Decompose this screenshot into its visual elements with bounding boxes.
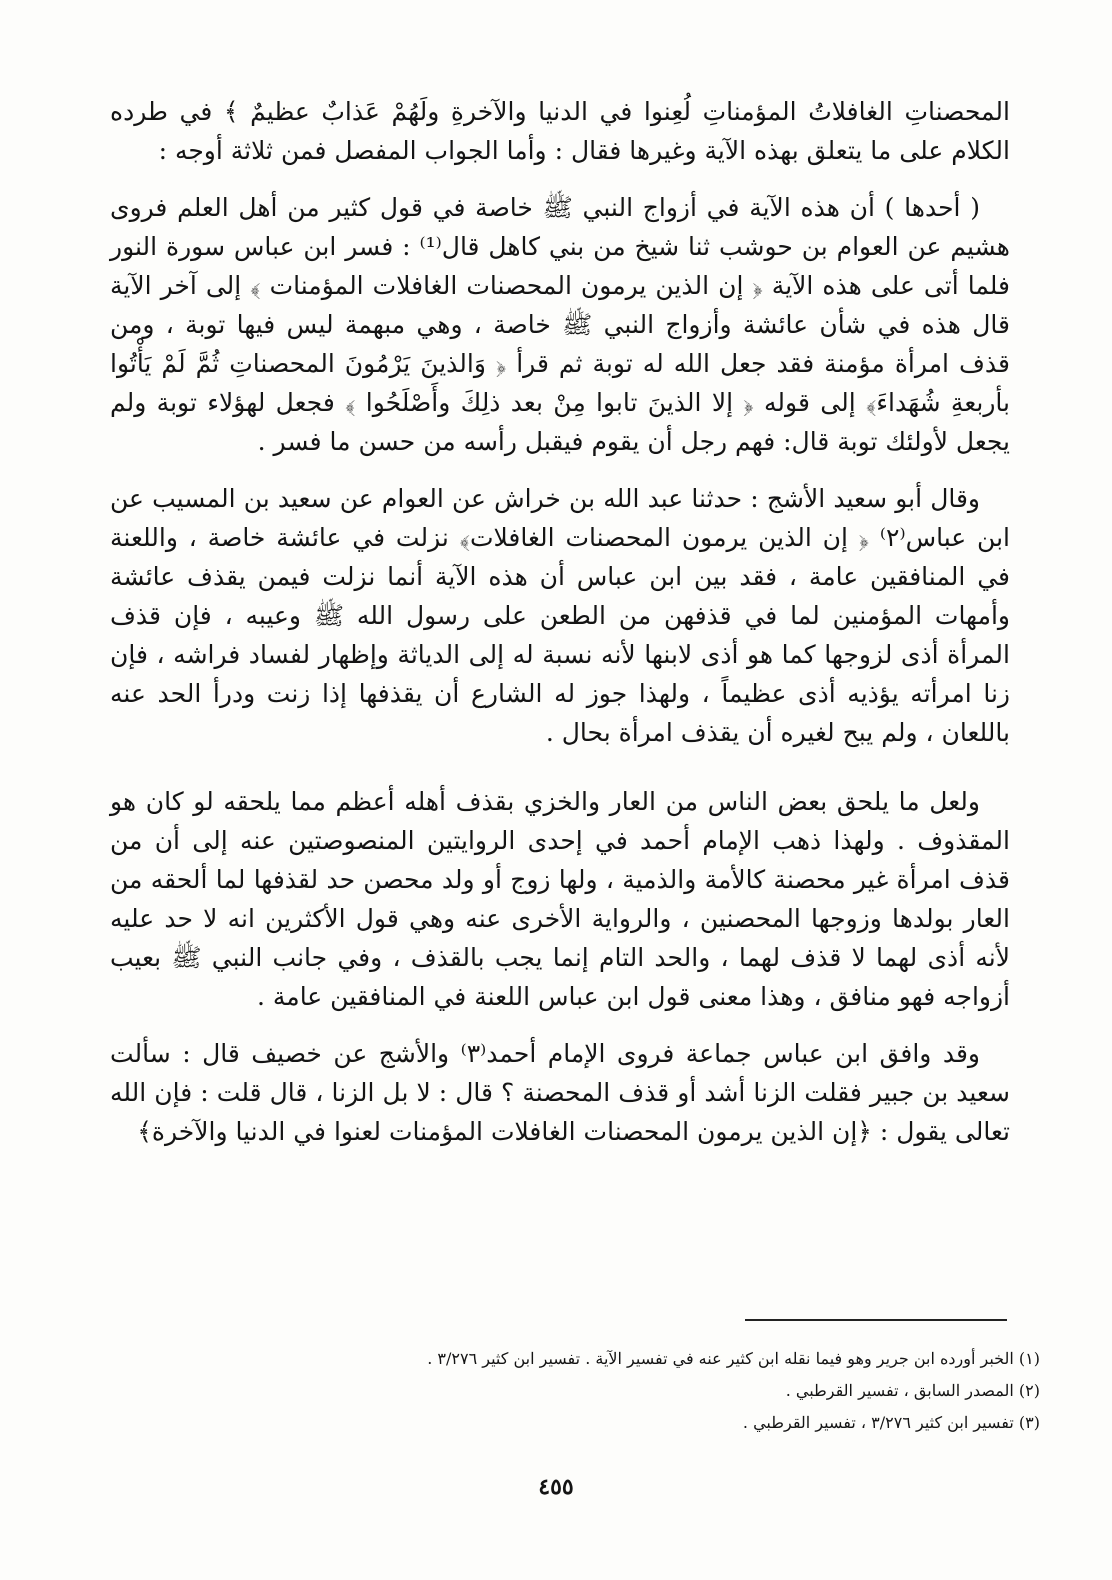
footnote-1: (١) الخبر أورده ابن جرير وهو فيما نقله ابن كثير عنه في تفسير الآية . تفسير ابن كثير ٣/٢٧٦ . <box>427 1349 1040 1368</box>
footnotes <box>330 1346 1040 1442</box>
paragraph-agreement: وقد وافق ابن عباس جماعة فروى الإمام أحمد⁽٣⁾ والأشج عن خصيف قال : سألت سعيد بن جبير فقلت الزنا أشد أو قذف المحصنة ؟ قال : لا بل الزنا ، قال قلت : فإن الله تعالى يقول : ﴿إن الذين يرمون المحصنات الغافلات المؤمنات لعنوا في الدنيا والآخرة﴾ <box>110 1039 1010 1146</box>
paragraph-continuation: المحصناتِ الغافلاتُ المؤمناتِ لُعِنوا في الدنيا والآخرةِ ولَهُمْ عَذابٌ عظيمٌ ﴾ في طرده الكلام على ما يتعلق بهذه الآية وغيرها فقال : وأما الجواب المفصل فمن ثلاثة أوجه : <box>110 97 1010 165</box>
footnote-3: (٣) تفسير ابن كثير ٣/٢٧٦ ، تفسير القرطبي . <box>742 1413 1040 1432</box>
paragraph-shame: ولعل ما يلحق بعض الناس من العار والخزي بقذف أهله أعظم مما يلحقه لو كان هو المقذوف . ولهذا ذهب الإمام أحمد في إحدى الروايتين المنصوصتين عنه إلى أن من قذف امرأة غير محصنة كالأمة والذمية ، ولها زوج أو ولد محصن حد لقذفها لما ألحقه من العار بولدها وزوجها المحصنين ، والرواية الأخرى عنه وهي قول الأكثرين انه لا حد عليه لأنه أذى لهما لا قذف لهما ، والحد التام إنما يجب بالقذف ، وفي جانب النبي ﷺ بعيب أزواجه فهو منافق ، وهذا معنى قول ابن عباس اللعنة في المنافقين عامة . <box>110 787 1010 1011</box>
footnote-2: (٢) المصدر السابق ، تفسير القرطبي . <box>785 1381 1040 1400</box>
paragraph-first-aspect: ( أحدها ) أن هذه الآية في أزواج النبي ﷺ خاصة في قول كثير من أهل العلم فروى هشيم عن العوام بن حوشب ثنا شيخ من بني كاهل قال⁽¹⁾ : فسر ابن عباس سورة النور فلما أتى على هذه الآية ﴿ إن الذين يرمون المحصنات الغافلات المؤمنات ﴾ إلى آخر الآية قال هذه في شأن عائشة وأزواج النبي ﷺ خاصة ، وهي مبهمة ليس فيها توبة ، ومن قذف امرأة مؤمنة فقد جعل الله له توبة ثم قرأ ﴿ وَالذينَ يَرْمُونَ المحصناتِ ثُمَّ لَمْ يَأْتُوا بأربعةِ شُهَداءَ﴾ إلى قوله ﴿ إلا الذينَ تابوا مِنْ بعد ذلِكَ وأَصْلَحُوا ﴾ فجعل لهؤلاء توبة ولم يجعل لأولئك توبة قال: فهم رجل أن يقوم فيقبل رأسه من حسن ما فسر . <box>110 193 1010 456</box>
paragraph-abu-said: وقال أبو سعيد الأشج : حدثنا عبد الله بن خراش عن العوام عن سعيد بن المسيب عن ابن عباس⁽٢⁾ ﴿ إن الذين يرمون المحصنات الغافلات﴾ نزلت في عائشة خاصة ، واللعنة في المنافقين عامة ، فقد بين ابن عباس أن هذه الآية أنما نزلت فيمن يقذف عائشة وأمهات المؤمنين لما في قذفهن من الطعن على رسول الله ﷺ وعيبه ، فإن قذف المرأة أذى لزوجها كما هو أذى لابنها لأنه نسبة له إلى الدياثة وإظهار لفساد فراشه ، فإن زنا امرأته يؤذيه أذى عظيماً ، ولهذا جوز له الشارع أن يقذفها إذا زنت ودرأ الحد عنه باللعان ، ولم يبح لغيره أن يقذف امرأة بحال . <box>110 484 1010 747</box>
page-number: ٤٥٥ <box>538 1474 574 1500</box>
footnote-separator <box>745 1319 1007 1321</box>
main-text <box>110 92 1010 1169</box>
